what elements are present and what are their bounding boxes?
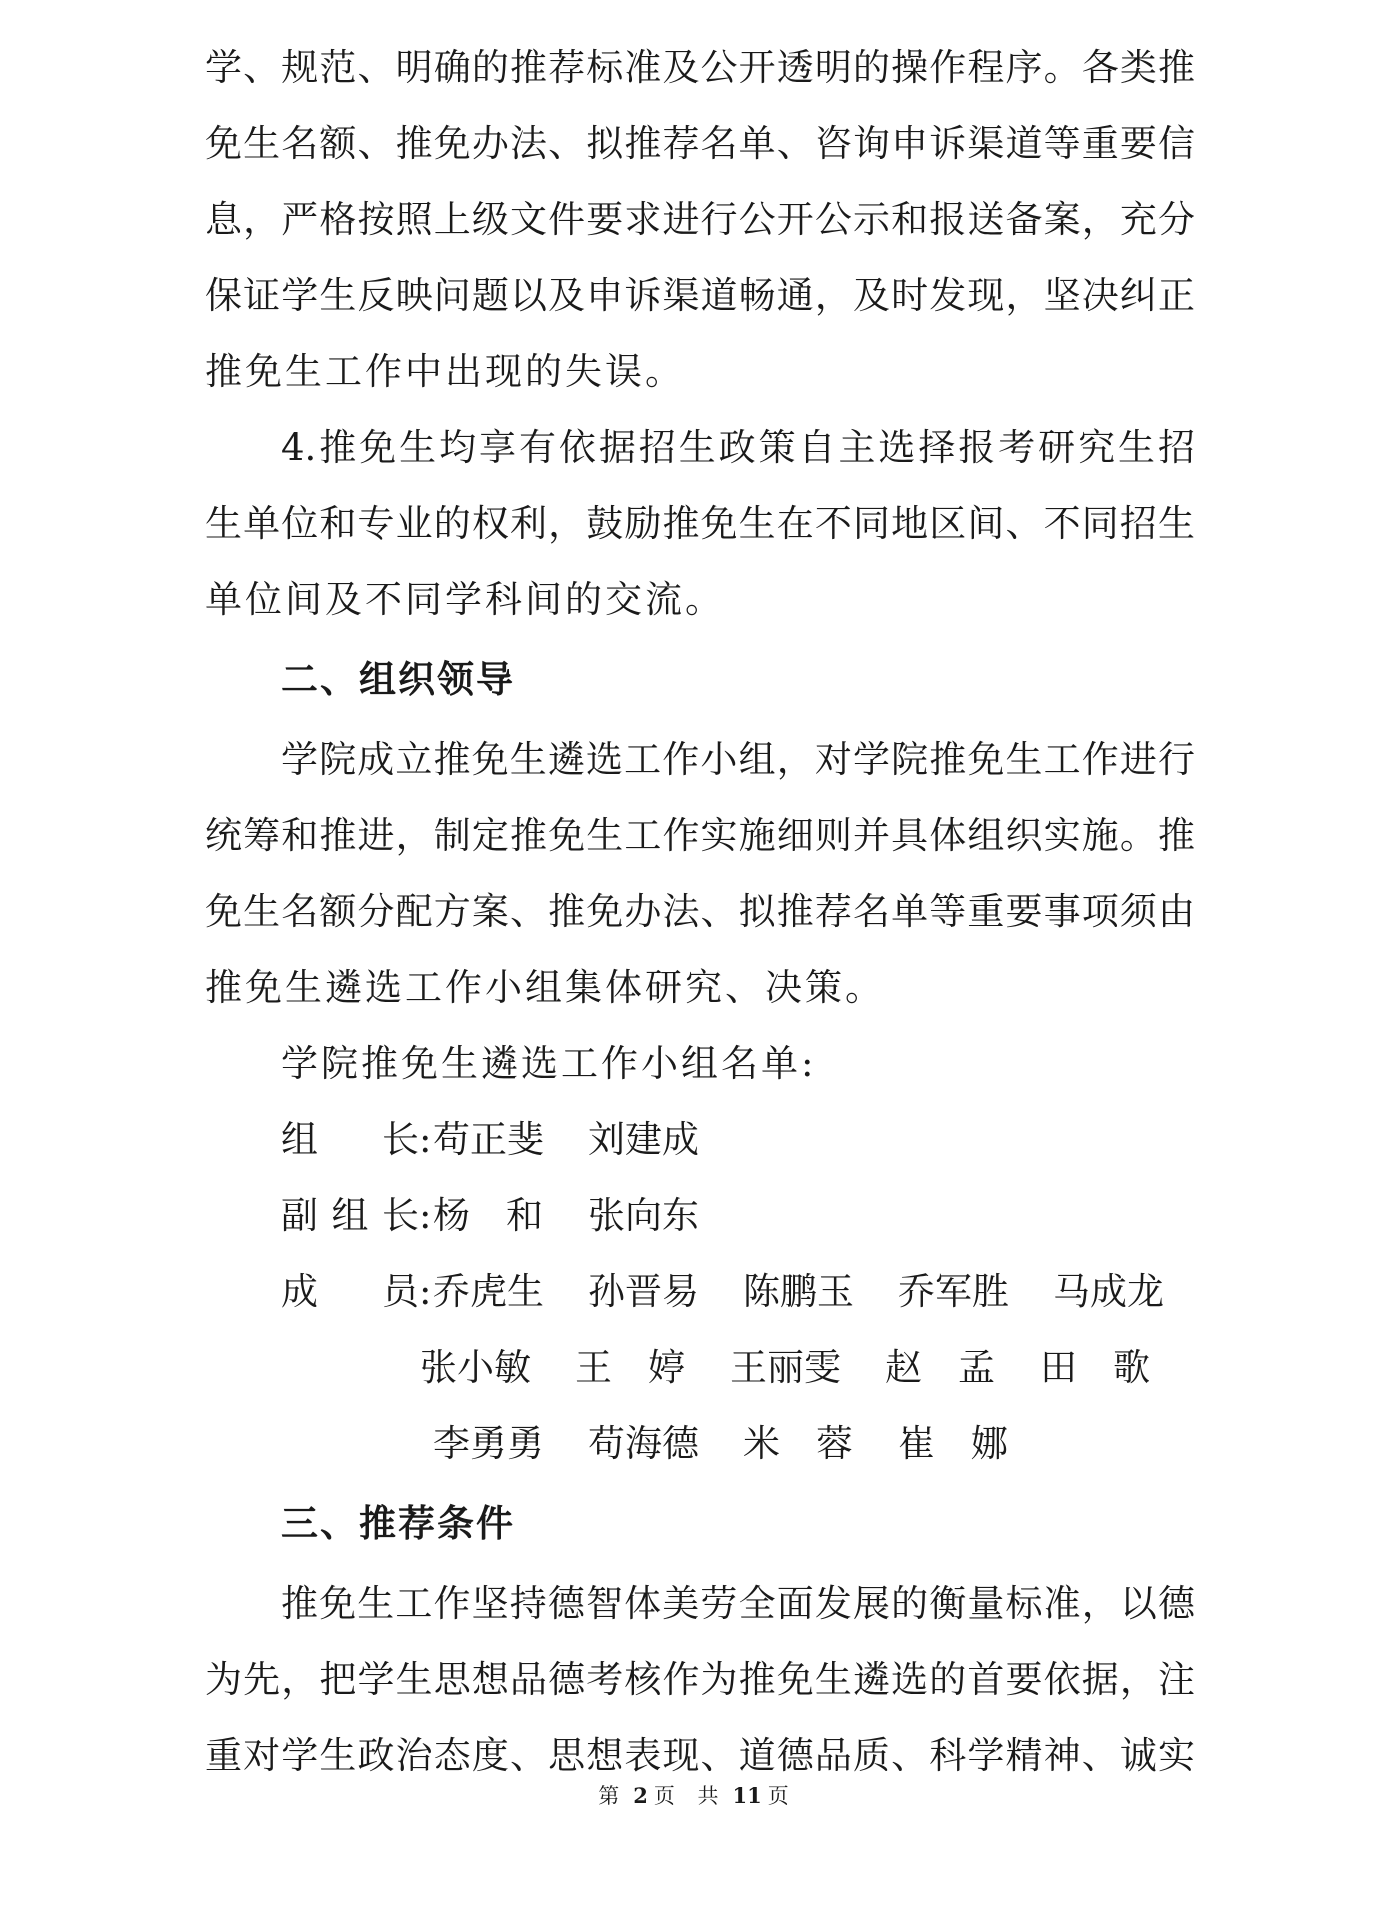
text-line: 学、规范、明确的推荐标准及公开透明的操作程序。各类推 [205,46,1195,89]
roster-name: 李勇勇 [433,1422,544,1465]
roster-label-blank [281,1330,420,1406]
roster-names [433,1254,1208,1330]
roster-intro: 学院推免生遴选工作小组名单: [281,1042,817,1085]
roster-colon: : [419,1270,432,1313]
roster-label [281,1178,433,1254]
text-line: 统筹和推进，制定推免生工作实施细则并具体组织实施。推 [205,814,1195,857]
roster-name: 崔娜 [898,1422,1008,1465]
roster-name: 刘建成 [588,1118,699,1161]
roster-row-deputies [205,1178,1195,1254]
roster-row-members [205,1254,1195,1330]
footer-suffix: 页 [767,1784,797,1808]
footer-prefix: 第 [598,1784,628,1808]
roster-name: 乔虎生 [433,1270,544,1313]
page-total: 11 [732,1783,762,1808]
roster-name: 张向东 [588,1194,699,1237]
text-line: 生单位和专业的权利，鼓励推免生在不同地区间、不同招生 [205,502,1195,545]
roster-name: 苟海德 [588,1422,699,1465]
text-line: 重对学生政治态度、思想表现、道德品质、科学精神、诚实 [205,1734,1195,1777]
roster-label-text: 副组长 [281,1194,419,1237]
roster-names [420,1330,1195,1406]
roster-name: 赵孟 [885,1346,995,1389]
section-heading-organization: 二、组织领导 [281,658,515,701]
roster-colon: : [419,1118,432,1161]
paragraph-item-4 [205,410,1195,638]
page-footer [0,1780,1395,1810]
text-line: 保证学生反映问题以及申诉渠道畅通，及时发现，坚决纠正 [205,274,1195,317]
roster-label-text: 组长 [281,1118,419,1161]
paragraph-criteria [205,1566,1195,1794]
text-line: 免生名额分配方案、推免办法、拟推荐名单等重要事项须由 [205,890,1195,933]
section-heading-criteria: 三、推荐条件 [281,1502,515,1545]
roster-names [433,1102,743,1178]
footer-middle: 页 共 [653,1784,727,1808]
roster-colon: : [419,1194,432,1237]
text-line: 推免生遴选工作小组集体研究、决策。 [205,966,885,1009]
text-line: 推免生工作中出现的失误。 [205,350,685,393]
roster-name: 王丽雯 [730,1346,841,1389]
roster-label-blank [281,1406,433,1482]
text-line: 推免生工作坚持德智体美劳全面发展的衡量标准，以德 [281,1582,1195,1625]
text-line: 为先，把学生思想品德考核作为推免生遴选的首要依据，注 [205,1658,1195,1701]
roster-name: 乔军胜 [898,1270,1009,1313]
roster-name: 苟正斐 [433,1118,544,1161]
roster-name: 米蓉 [743,1422,853,1465]
roster-name: 田歌 [1040,1346,1150,1389]
roster-label-text: 成员 [281,1270,419,1313]
roster-name: 杨和 [433,1194,543,1237]
paragraph-continuation [205,30,1195,410]
roster-row-leaders [205,1102,1195,1178]
roster-row-members-cont [205,1330,1195,1406]
paragraph-organization [205,722,1195,1026]
text-line: 4.推免生均享有依据招生政策自主选择报考研究生招 [281,426,1195,469]
roster-label [281,1254,433,1330]
roster-label [281,1102,433,1178]
roster-name: 孙晋易 [588,1270,699,1313]
roster-name: 马成龙 [1053,1270,1164,1313]
roster-name: 陈鹏玉 [743,1270,854,1313]
text-line: 息，严格按照上级文件要求进行公开公示和报送备案，充分 [205,198,1195,241]
text-line: 学院成立推免生遴选工作小组，对学院推免生工作进行 [281,738,1195,781]
text-line: 免生名额、推免办法、拟推荐名单、咨询申诉渠道等重要信 [205,122,1195,165]
roster-row-members-cont [205,1406,1195,1482]
roster-names [433,1406,1053,1482]
text-line: 单位间及不同学科间的交流。 [205,578,725,621]
roster-name: 张小敏 [420,1346,531,1389]
page-number: 2 [633,1783,648,1808]
roster-names [433,1178,743,1254]
body-text [205,30,1195,1794]
roster-name: 王婷 [575,1346,685,1389]
